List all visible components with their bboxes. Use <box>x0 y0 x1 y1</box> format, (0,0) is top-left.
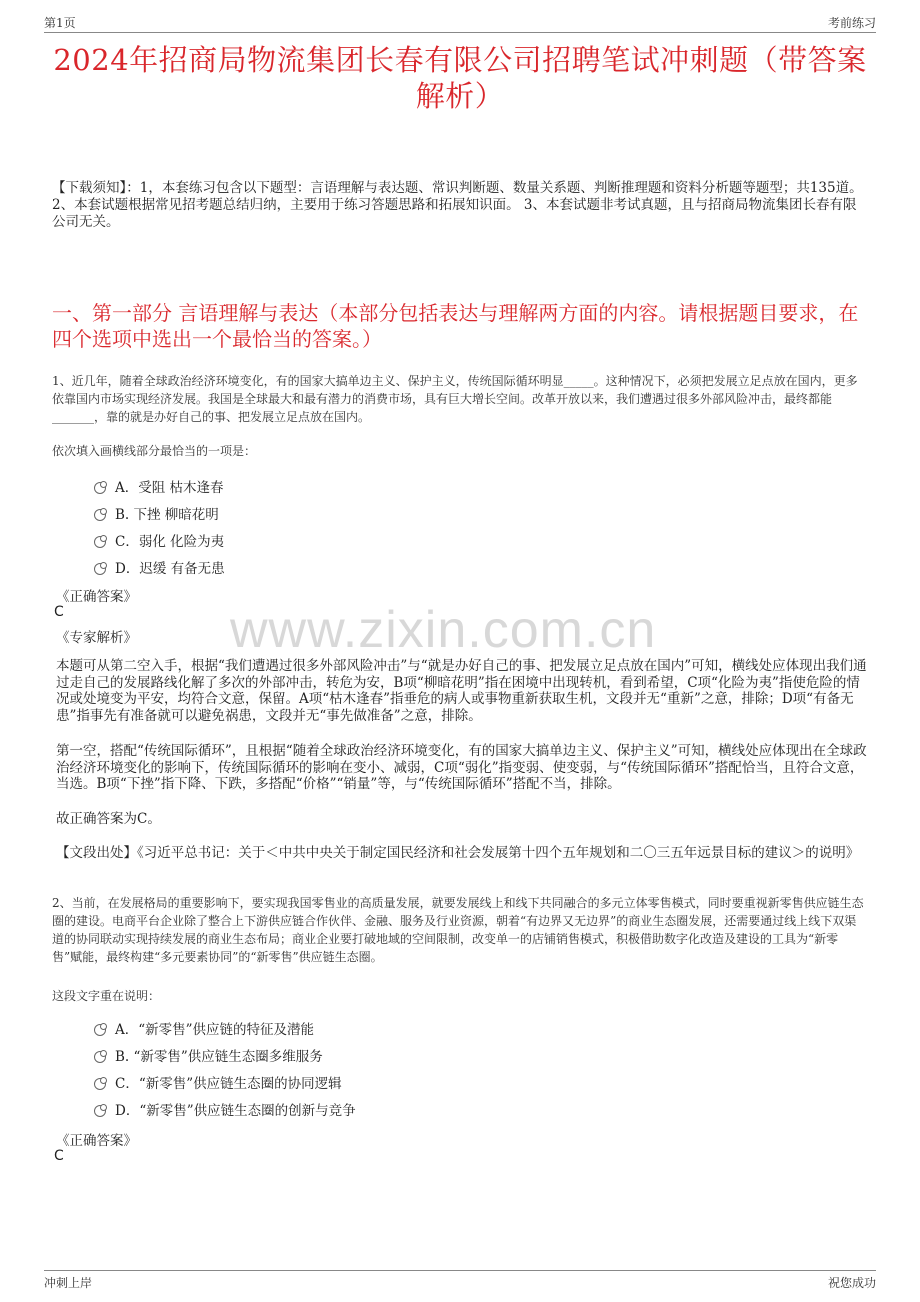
q1-analysis-paragraph-1: 本题可从第二空入手，根据“我们遭遇过很多外部风险冲击”与“就是办好自己的事、把发展立足点放在国内”可知，横线处应体现出我们通过走自己的发展路线化解了多次的外部冲击，转危为安，B项“柳暗花明”指在困境中出现转机，看到希望，C项“化险为夷”指使危险的情况或处境变为平安，均符合文意，保留。A项“枯木逢春”指垂危的病人或事物重新获取生机，文段并无“重新”之意，排除；D项“有备无患”指事先有准备就可以避免祸患，文段并无“事先做准备”之意，排除。 <box>56 658 867 724</box>
question-2-text: 2、当前，在发展格局的重要影响下，要实现我国零售业的高质量发展，就要发展线上和线下共同融合的多元立体零售模式，同时要重视新零售供应链生态圈的建设。电商平台企业除了整合上下游供应链合作伙伴、金融、服务及行业资源，朝着“有边界又无边界”的商业生态圈发展，还需要通过线上线下双渠道的协同联动实现持续发展的商业生态布局；商业企业要打破地域的空间限制，改变单一的店铺销售模式，积极借助数字化改造及建设的工具为“新零售”赋能，最终构建“多元要素协同”的“新零售”供应链生态圈。 <box>52 896 864 964</box>
radio-icon[interactable] <box>94 509 106 521</box>
page-title: 2024年招商局物流集团长春有限公司招聘笔试冲刺题（带答案解析） <box>53 43 867 113</box>
radio-icon[interactable] <box>94 1078 106 1090</box>
radio-icon[interactable] <box>94 1024 106 1036</box>
q1-option-c[interactable] <box>94 530 224 550</box>
question-2-prompt: 这段文字重在说明： <box>52 989 161 1003</box>
header-label: 考前练习 <box>827 16 876 30</box>
option-label: B. 下挫 柳暗花明 <box>115 507 219 523</box>
question-1-prompt: 依次填入画横线部分最恰当的一项是： <box>52 444 257 458</box>
option-label: C．“新零售”供应链生态圈的协同逻辑 <box>115 1076 342 1092</box>
q2-option-b[interactable] <box>94 1045 323 1065</box>
q2-option-c[interactable] <box>94 1072 342 1092</box>
q1-analysis-paragraph-2: 第一空，搭配“传统国际循环”，且根据“随着全球政治经济环境变化，有的国家大搞单边主义、保护主义”可知，横线处应体现出在全球政治经济环境变化的影响下，传统国际循环的影响在变小、减弱，C项“弱化”指变弱、使变弱，与“传统国际循环”搭配恰当，且符合文意，当选。B项“下挫”指下降、下跌，多搭配“价格”“销量”等，与“传统国际循环”搭配不当，排除。 <box>56 743 867 792</box>
q1-answer: C <box>54 604 64 620</box>
radio-icon[interactable] <box>94 1051 106 1063</box>
option-label: D．“新零售”供应链生态圈的创新与竞争 <box>115 1103 356 1119</box>
radio-icon[interactable] <box>94 563 106 575</box>
q2-answer: C <box>54 1148 64 1164</box>
option-label: A．“新零售”供应链的特征及潜能 <box>115 1022 315 1038</box>
option-label: C．弱化 化险为夷 <box>115 534 225 550</box>
page-number: 第1页 <box>44 16 76 30</box>
q1-option-a[interactable] <box>94 476 224 496</box>
page-header <box>44 12 876 33</box>
q1-source: 【文段出处】《习近平总书记：关于＜中共中央关于制定国民经济和社会发展第十四个五年规划和二〇三五年远景目标的建议＞的说明》 <box>56 845 860 861</box>
q1-analysis-label: 《专家解析》 <box>56 630 137 646</box>
radio-icon[interactable] <box>94 536 106 548</box>
download-notice: 【下载须知】：1，本套练习包含以下题型：言语理解与表达题、常识判断题、数量关系题、判断推理题和资料分析题等题型；共135道。 2、本套试题根据常见招考题总结归纳，主要用于练习答题思路和拓展知识面。 3、本套试题非考试真题，且与招商局物流集团长春有限公司无关。 <box>52 180 863 230</box>
q1-analysis-conclusion: 故正确答案为C。 <box>56 811 161 827</box>
q2-option-a[interactable] <box>94 1018 314 1038</box>
q1-option-b[interactable] <box>94 503 219 523</box>
radio-icon[interactable] <box>94 482 106 494</box>
q1-option-d[interactable] <box>94 557 225 577</box>
question-1-text: 1、近几年，随着全球政治经济环境变化，有的国家大搞单边主义、保护主义，传统国际循环明显_____。这种情况下，必须把发展立足点放在国内，更多依靠国内市场实现经济发展。我国是全球最大和最有潜力的消费市场，具有巨大增长空间。改革开放以来，我们遭遇过很多外部风险冲击，最终都能_______，靠的就是办好自己的事、把发展立足点放在国内。 <box>52 374 858 424</box>
section-heading: 一、第一部分 言语理解与表达（本部分包括表达与理解两方面的内容。请根据题目要求，在四个选项中选出一个最恰当的答案。） <box>52 301 859 351</box>
footer-left-label: 冲刺上岸 <box>44 1276 93 1290</box>
watermark: www.zixin.com.cn <box>230 601 657 659</box>
option-label: A．受阻 枯木逢春 <box>115 480 224 496</box>
q2-option-d[interactable] <box>94 1099 356 1119</box>
q1-answer-label: 《正确答案》 <box>56 589 137 605</box>
page-footer <box>44 1270 876 1291</box>
radio-icon[interactable] <box>94 1105 106 1117</box>
footer-right-label: 祝您成功 <box>827 1276 876 1290</box>
option-label: B. “新零售”供应链生态圈多维服务 <box>115 1049 323 1065</box>
option-label: D．迟缓 有备无患 <box>115 561 225 577</box>
q2-answer-label: 《正确答案》 <box>56 1133 137 1149</box>
